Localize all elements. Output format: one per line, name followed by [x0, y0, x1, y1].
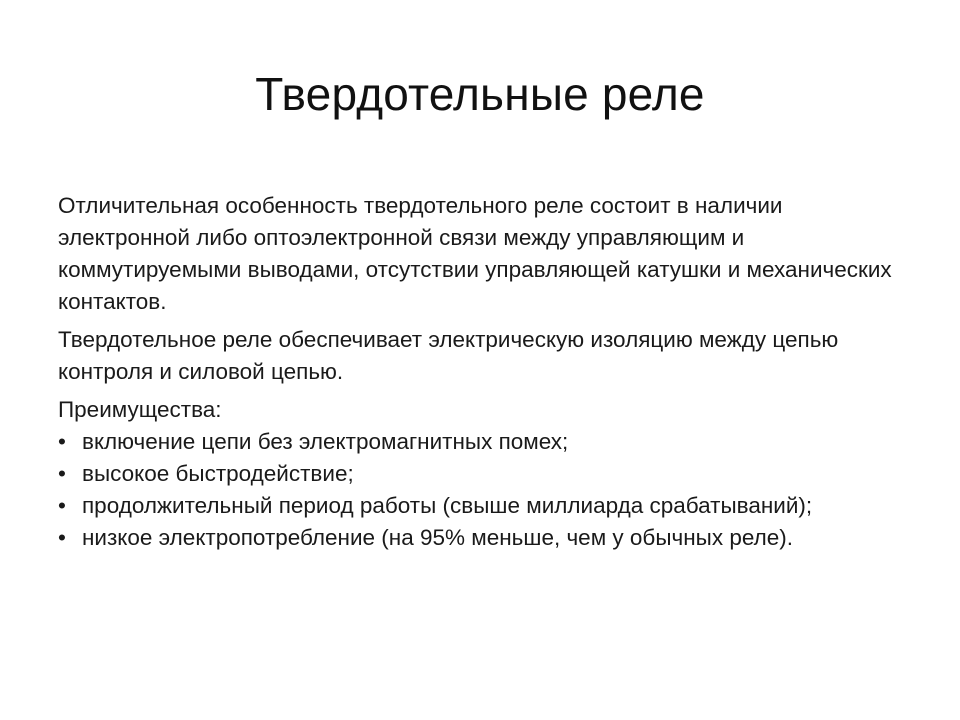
advantage-item-interference-free: [58, 426, 918, 458]
advantage-text: высокое быстродействие;: [82, 461, 354, 486]
advantage-text: включение цепи без электромагнитных помех;: [82, 429, 569, 454]
advantage-item-speed: [58, 458, 918, 490]
bullet-icon: •: [58, 461, 66, 486]
slide-title: Твердотельные реле: [255, 68, 705, 120]
advantage-text: продолжительный период работы (свыше миллиарда срабатываний);: [82, 493, 813, 518]
advantage-item-low-power: [58, 522, 918, 554]
slide-body: [58, 190, 918, 554]
bullet-icon: •: [58, 525, 66, 550]
advantage-item-long-life: [58, 490, 918, 522]
paragraph-isolation: Твердотельное реле обеспечивает электрическую изоляцию между цепью контроля и силовой цепью.: [58, 327, 839, 384]
paragraph-distinctive-feature: Отличительная особенность твердотельного реле состоит в наличии электронной либо оптоэлектронной связи между управляющим и коммутируемыми выводами, отсутствии управляющей катушки и механических контактов.: [58, 193, 892, 314]
bullet-icon: •: [58, 493, 66, 518]
advantages-heading: Преимущества:: [58, 397, 222, 422]
advantages-list: [58, 426, 918, 554]
bullet-icon: •: [58, 429, 66, 454]
advantage-text: низкое электропотребление (на 95% меньше, чем у обычных реле).: [82, 525, 793, 550]
